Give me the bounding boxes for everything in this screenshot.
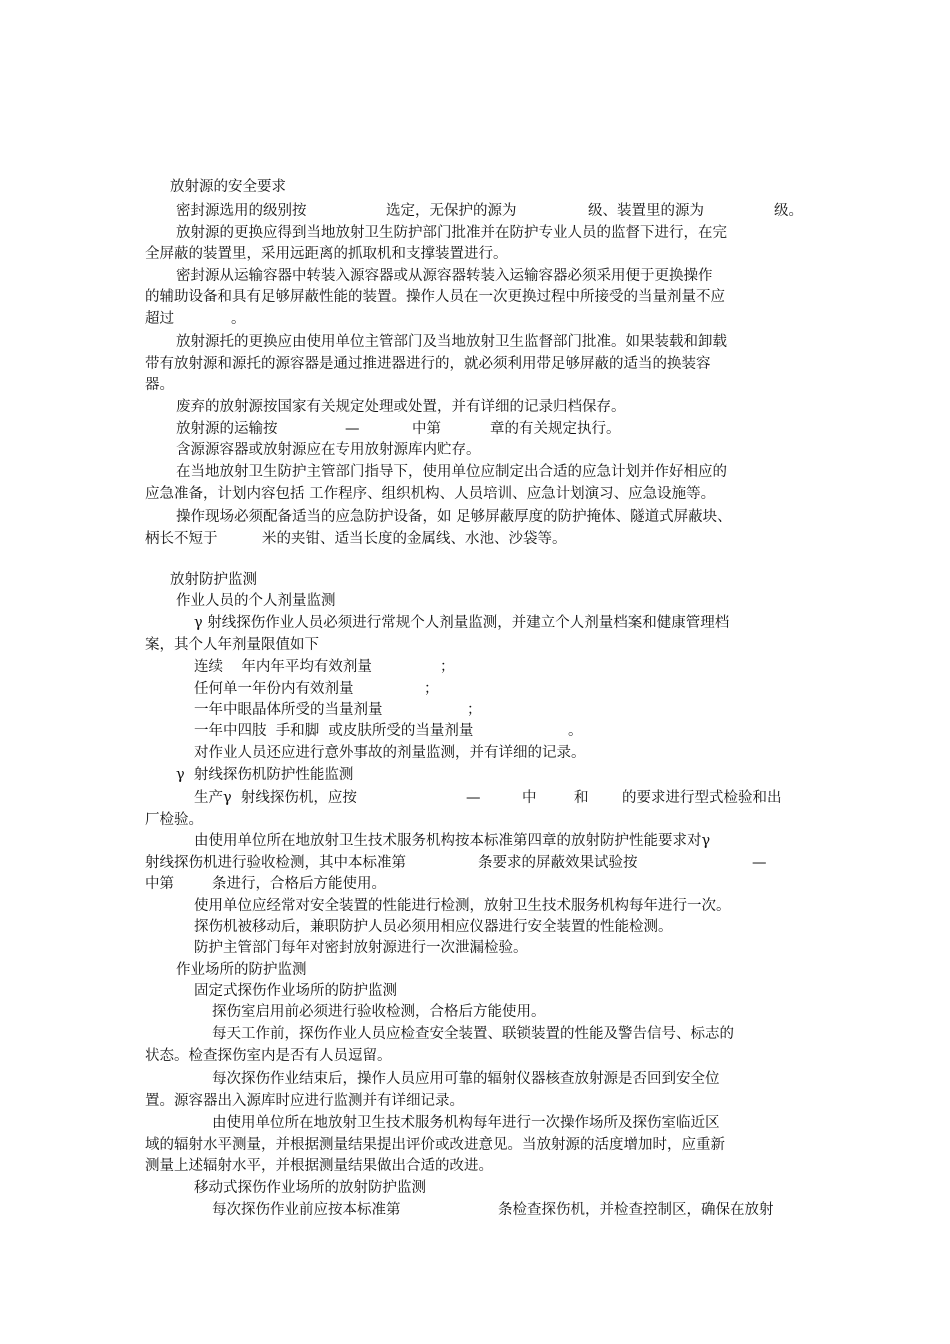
text: 的要求进行型式检验和出 bbox=[622, 790, 782, 806]
paragraph-line: 在当地放射卫生防护主管部门指导下，使用单位应制定出合适的应急计划并作好相应的 bbox=[176, 464, 727, 480]
subheading: 作业场所的防护监测 bbox=[176, 962, 307, 978]
paragraph-line: 对作业人员还应进行意外事故的剂量监测，并有详细的记录。 bbox=[194, 745, 586, 761]
paragraph-line: 置。源容器出入源库时应进行监测并有详细记录。 bbox=[145, 1093, 464, 1109]
paragraph-line: 含源源容器或放射源应在专用放射源库内贮存。 bbox=[176, 442, 481, 458]
paragraph-line: 的辅助设备和具有足够屏蔽性能的装置。操作人员在一次更换过程中所接受的当量剂量不应 bbox=[145, 289, 725, 305]
text: 密封源选用的级别按 bbox=[176, 203, 307, 219]
text: 。 bbox=[231, 311, 246, 327]
paragraph-line: 探伤室启用前必须进行验收检测，合格后方能使用。 bbox=[212, 1004, 546, 1020]
text: — bbox=[345, 421, 360, 437]
text: 。 bbox=[568, 723, 583, 739]
text: 级、装置里的源为 bbox=[588, 203, 704, 219]
paragraph-line: 状态。检查探伤室内是否有人员逗留。 bbox=[145, 1048, 392, 1064]
paragraph-line: 域的辐射水平测量，并根据测量结果提出评价或改进意见。当放射源的活度增加时，应重新 bbox=[145, 1137, 725, 1153]
paragraph-line: 废弃的放射源按国家有关规定处理或处置，并有详细的记录归档保存。 bbox=[176, 399, 626, 415]
subheading: 作业人员的个人剂量监测 bbox=[176, 593, 336, 609]
text: — bbox=[752, 855, 767, 871]
paragraph-line: 密封源从运输容器中转装入源容器或从源容器转装入运输容器必须采用便于更换操作 bbox=[176, 268, 713, 284]
text: 射线探伤机进行验收检测，其中本标准第 bbox=[145, 855, 406, 871]
paragraph-line: 探伤机被移动后，兼职防护人员必须用相应仪器进行安全装置的性能检测。 bbox=[194, 919, 673, 935]
text: 选定，无保护的源为 bbox=[386, 203, 517, 219]
subheading: γ 射线探伤机防护性能监测 bbox=[176, 767, 354, 783]
section-heading-radiation-monitoring: 放射防护监测 bbox=[170, 572, 257, 588]
text: ； bbox=[467, 702, 482, 718]
text: 条要求的屏蔽效果试验按 bbox=[478, 855, 638, 871]
section-heading-source-safety: 放射源的安全要求 bbox=[170, 179, 286, 195]
paragraph-line: γ 射线探伤作业人员必须进行常规个人剂量监测，并建立个人剂量档案和健康管理档 bbox=[194, 615, 730, 631]
paragraph-line: 由使用单位所在地放射卫生技术服务机构按本标准第四章的放射防护性能要求对γ bbox=[194, 833, 711, 849]
text: 级。 bbox=[774, 203, 803, 219]
text: 米的夹钳、适当长度的金属线、水池、沙袋等。 bbox=[262, 531, 567, 547]
text: 中 bbox=[522, 790, 537, 806]
text: 超过 bbox=[145, 311, 174, 327]
paragraph-line: 放射源的更换应得到当地放射卫生防护部门批准并在防护专业人员的监督下进行，在完 bbox=[176, 225, 727, 241]
text: 柄长不短于 bbox=[145, 531, 218, 547]
paragraph-line: 由使用单位所在地放射卫生技术服务机构每年进行一次操作场所及探伤室临近区 bbox=[212, 1115, 720, 1131]
paragraph-line: 器。 bbox=[145, 377, 174, 393]
text: 生产γ 射线探伤机，应按 bbox=[194, 790, 357, 806]
paragraph-line: 全屏蔽的装置里，采用远距离的抓取机和支撑装置进行。 bbox=[145, 246, 508, 262]
paragraph-line: 案，其个人年剂量限值如下 bbox=[145, 637, 319, 653]
text: ； bbox=[424, 681, 439, 697]
paragraph-line: 防护主管部门每年对密封放射源进行一次泄漏检验。 bbox=[194, 940, 528, 956]
subheading: 固定式探伤作业场所的防护监测 bbox=[194, 983, 397, 999]
paragraph-line: 带有放射源和源托的源容器是通过推进器进行的，就必须利用带足够屏蔽的适当的换装容 bbox=[145, 356, 711, 372]
list-item: 连续 年内年平均有效剂量 bbox=[194, 659, 372, 675]
text: 每次探伤作业前应按本标准第 bbox=[212, 1202, 401, 1218]
paragraph-line: 操作现场必须配备适当的应急防护设备，如 足够屏蔽厚度的防护掩体、隧道式屏蔽块、 bbox=[176, 509, 732, 525]
subheading: 移动式探伤作业场所的放射防护监测 bbox=[194, 1180, 426, 1196]
paragraph-line: 放射源托的更换应由使用单位主管部门及当地放射卫生监督部门批准。如果装载和卸载 bbox=[176, 334, 727, 350]
text: 条进行，合格后方能使用。 bbox=[212, 876, 386, 892]
paragraph-line: 每天工作前，探伤作业人员应检查安全装置、联锁装置的性能及警告信号、标志的 bbox=[212, 1026, 734, 1042]
paragraph-line: 厂检验。 bbox=[145, 812, 203, 828]
text: ； bbox=[440, 659, 455, 675]
text: 和 bbox=[574, 790, 589, 806]
text: — bbox=[466, 790, 481, 806]
text: 中第 bbox=[412, 421, 441, 437]
paragraph-line: 测量上述辐射水平，并根据测量结果做出合适的改进。 bbox=[145, 1158, 493, 1174]
list-item: 一年中四肢 手和脚 或皮肤所受的当量剂量 bbox=[194, 723, 474, 739]
paragraph-line: 应急准备，计划内容包括 工作程序、组织机构、人员培训、应急计划演习、应急设施等。 bbox=[145, 486, 716, 502]
text: 中第 bbox=[145, 876, 174, 892]
text: 条检查探伤机，并检查控制区，确保在放射 bbox=[498, 1202, 774, 1218]
list-item: 任何单一年份内有效剂量 bbox=[194, 681, 354, 697]
paragraph-line: 每次探伤作业结束后，操作人员应用可靠的辐射仪器核查放射源是否回到安全位 bbox=[212, 1071, 720, 1087]
text: 放射源的运输按 bbox=[176, 421, 278, 437]
text: 章的有关规定执行。 bbox=[490, 421, 621, 437]
paragraph-line: 使用单位应经常对安全装置的性能进行检测，放射卫生技术服务机构每年进行一次。 bbox=[194, 898, 731, 914]
list-item: 一年中眼晶体所受的当量剂量 bbox=[194, 702, 383, 718]
